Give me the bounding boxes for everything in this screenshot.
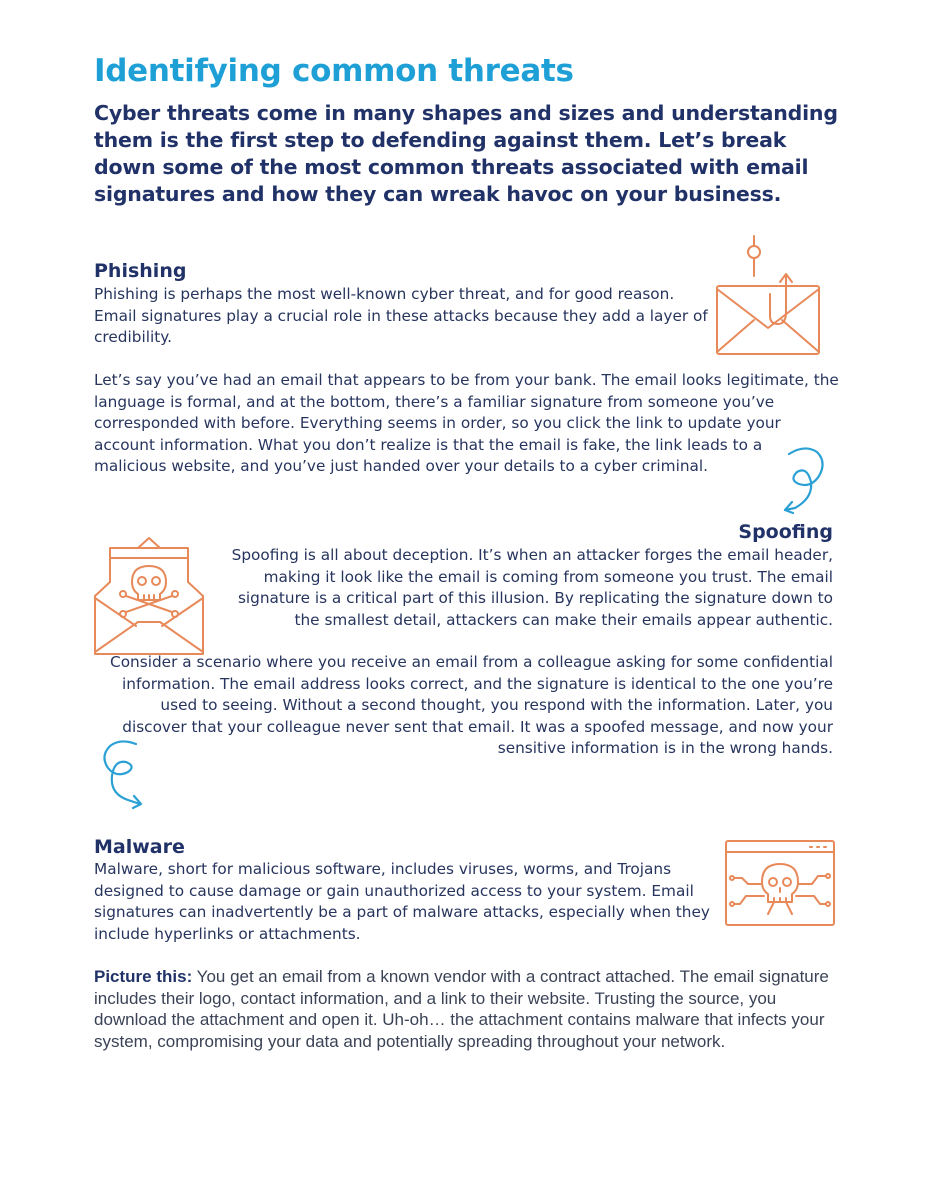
- picture-this-label: Picture this:: [94, 967, 193, 986]
- skull-envelope-icon: [92, 534, 206, 658]
- phishing-hook-envelope-icon: [712, 234, 824, 360]
- phishing-heading: Phishing: [94, 260, 187, 282]
- spoofing-paragraph-2: Consider a scenario where you receive an email from a colleague asking for some confidential information. The email address looks correct, and the signature is identical to the one you’re used to seeing. Without a second thought, you respond with the information. Later, you discover that your colleague never sent that email. It was a spoofed message, and now your sensitive information is in the wrong hands.: [110, 653, 833, 758]
- intro-paragraph: Cyber threats come in many shapes and sizes and understanding them is the first step to defending against them. Let’s break down some of the most common threats associated with email signatures and how they can wreak havoc on your business.: [94, 101, 838, 206]
- curly-arrow-icon: [777, 442, 829, 516]
- malware-heading: Malware: [94, 836, 185, 858]
- page-title: Identifying common threats: [94, 53, 574, 89]
- malware-paragraph-2: [94, 966, 839, 1052]
- skull-browser-window-icon: [722, 838, 838, 928]
- spoofing-paragraph-1: Spoofing is all about deception. It’s when an attacker forges the email header, making it look like the email is coming from someone you trust. The email signature is a critical part of this illusion. By replicating the signature down to the smallest detail, attackers can make their emails appear authentic.: [231, 546, 833, 629]
- phishing-paragraph-1: Phishing is perhaps the most well-known cyber threat, and for good reason. Email signatures play a crucial role in these attacks because they add a layer of credibility.: [94, 285, 708, 347]
- spoofing-heading: Spoofing: [738, 521, 833, 543]
- phishing-paragraph-2: Let’s say you’ve had an email that appears to be from your bank. The email looks legitimate, the language is formal, and at the bottom, there’s a familiar signature from someone you’ve corresponded with before. Everything seems in order, so you click the link to update your account information. What you don’t realize is that the email is fake, the link leads to a malicious website, and you’ve just handed over your details to a cyber criminal.: [94, 371, 839, 476]
- malware-paragraph-1: Malware, short for malicious software, includes viruses, worms, and Trojans designed to cause damage or gain unauthorized access to your system. Email signatures can inadvertently be a part of malware attacks, especially when they include hyperlinks or attachments.: [94, 860, 710, 943]
- malware-paragraph-2-text: You get an email from a known vendor with a contract attached. The email signature includes their logo, contact information, and a link to their website. Trusting the source, you download the attachment and open it. Uh-oh… the attachment contains malware that infects your system, compromising your data and potentially spreading throughout your network.: [94, 967, 829, 1051]
- curly-arrow-icon: [98, 738, 146, 810]
